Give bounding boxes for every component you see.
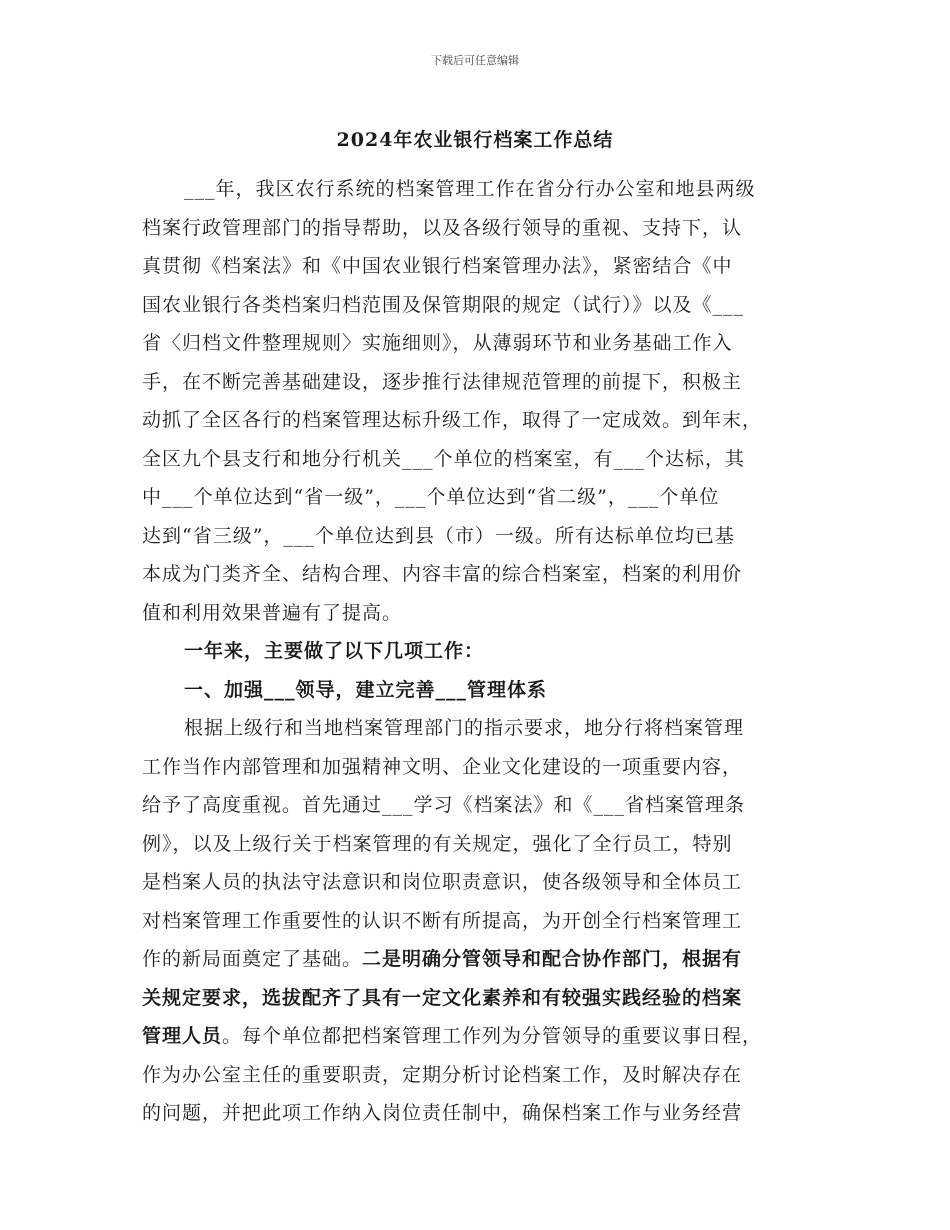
paragraph-line: 国农业银行各类档案归档范围及保管期限的规定（试行）》以及《___ [142, 293, 745, 316]
paragraph-line: 本成为门类齐全、结构合理、内容丰富的综合档案室，档案的利用价 [142, 563, 743, 585]
paragraph-line: 全区九个县支行和地分行机关___个单位的档案室，有___个达标，其 [142, 447, 746, 470]
paragraph-line: 手，在不断完善基础建设，逐步推行法律规范管理的前提下，积极主 [142, 370, 743, 393]
paragraph-line: 的问题，并把此项工作纳入岗位责任制中，确保档案工作与业务经营 [142, 1102, 743, 1124]
paragraph-line: 省〈归档文件整理规则〉实施细则》，从薄弱环节和业务基础工作入 [142, 332, 733, 354]
paragraph-line: 关规定要求，选拔配齐了具有一定文化素养和有较强实践经验的档案 [142, 986, 743, 1009]
paragraph-line: 真贯彻《档案法》和《中国农业银行档案管理办法》，紧密结合《中 [142, 255, 733, 277]
page-header: 下载后可任意编辑 [431, 54, 519, 67]
paragraph-line: 作的新局面奠定了基础。二是明确分管领导和配合协作部门，根据有 [142, 948, 743, 970]
paragraph-line: 管理人员。每个单位都把档案管理工作列为分管领导的重要议事日程， [142, 1025, 763, 1047]
paragraph-line: 档案行政管理部门的指导帮助，以及各级行领导的重视、支持下，认 [142, 216, 743, 239]
paragraph-line: 例》，以及上级行关于档案管理的有关规定，强化了全行员工，特别 [142, 832, 733, 855]
paragraph-line: 工作当作内部管理和加强精神文明、企业文化建设的一项重要内容， [142, 755, 743, 778]
bold-run: 二是明确分管领导和配合协作部门，根据有 [362, 948, 743, 970]
section-intro: 一年来，主要做了以下几项工作： [184, 640, 485, 662]
paragraph-line: 对档案管理工作重要性的认识不断有所提高，为开创全行档案管理工 [142, 909, 743, 932]
paragraph-line: 中___个单位达到“省一级”，___个单位达到“省二级”，___个单位 [142, 486, 720, 508]
bold-run: 管理人员 [142, 1025, 223, 1047]
paragraph-line: 达到“省三级”，___个单位达到县（市）一级。所有达标单位均已基 [142, 524, 735, 547]
document-body [142, 170, 812, 1133]
paragraph-line: 动抓了全区各行的档案管理达标升级工作，取得了一定成效。到年末， [142, 409, 763, 431]
document-title: 2024年农业银行档案工作总结 [336, 129, 614, 151]
paragraph-line: 是档案人员的执法守法意识和岗位职责意识，使各级领导和全体员工 [142, 871, 743, 893]
paragraph-line: ___年，我区农行系统的档案管理工作在省分行办公室和地县两级 [184, 178, 756, 200]
paragraph-line: 给予了高度重视。首先通过___学习《档案法》和《___省档案管理条 [142, 794, 746, 816]
paragraph-line: 作为办公室主任的重要职责，定期分析讨论档案工作，及时解决存在 [142, 1063, 743, 1086]
paragraph-line: 值和利用效果普遍有了提高。 [142, 601, 403, 624]
paragraph-line: 根据上级行和当地档案管理部门的指示要求，地分行将档案管理 [184, 717, 745, 739]
section-heading: 一、加强___领导，建立完善___管理体系 [184, 678, 548, 701]
